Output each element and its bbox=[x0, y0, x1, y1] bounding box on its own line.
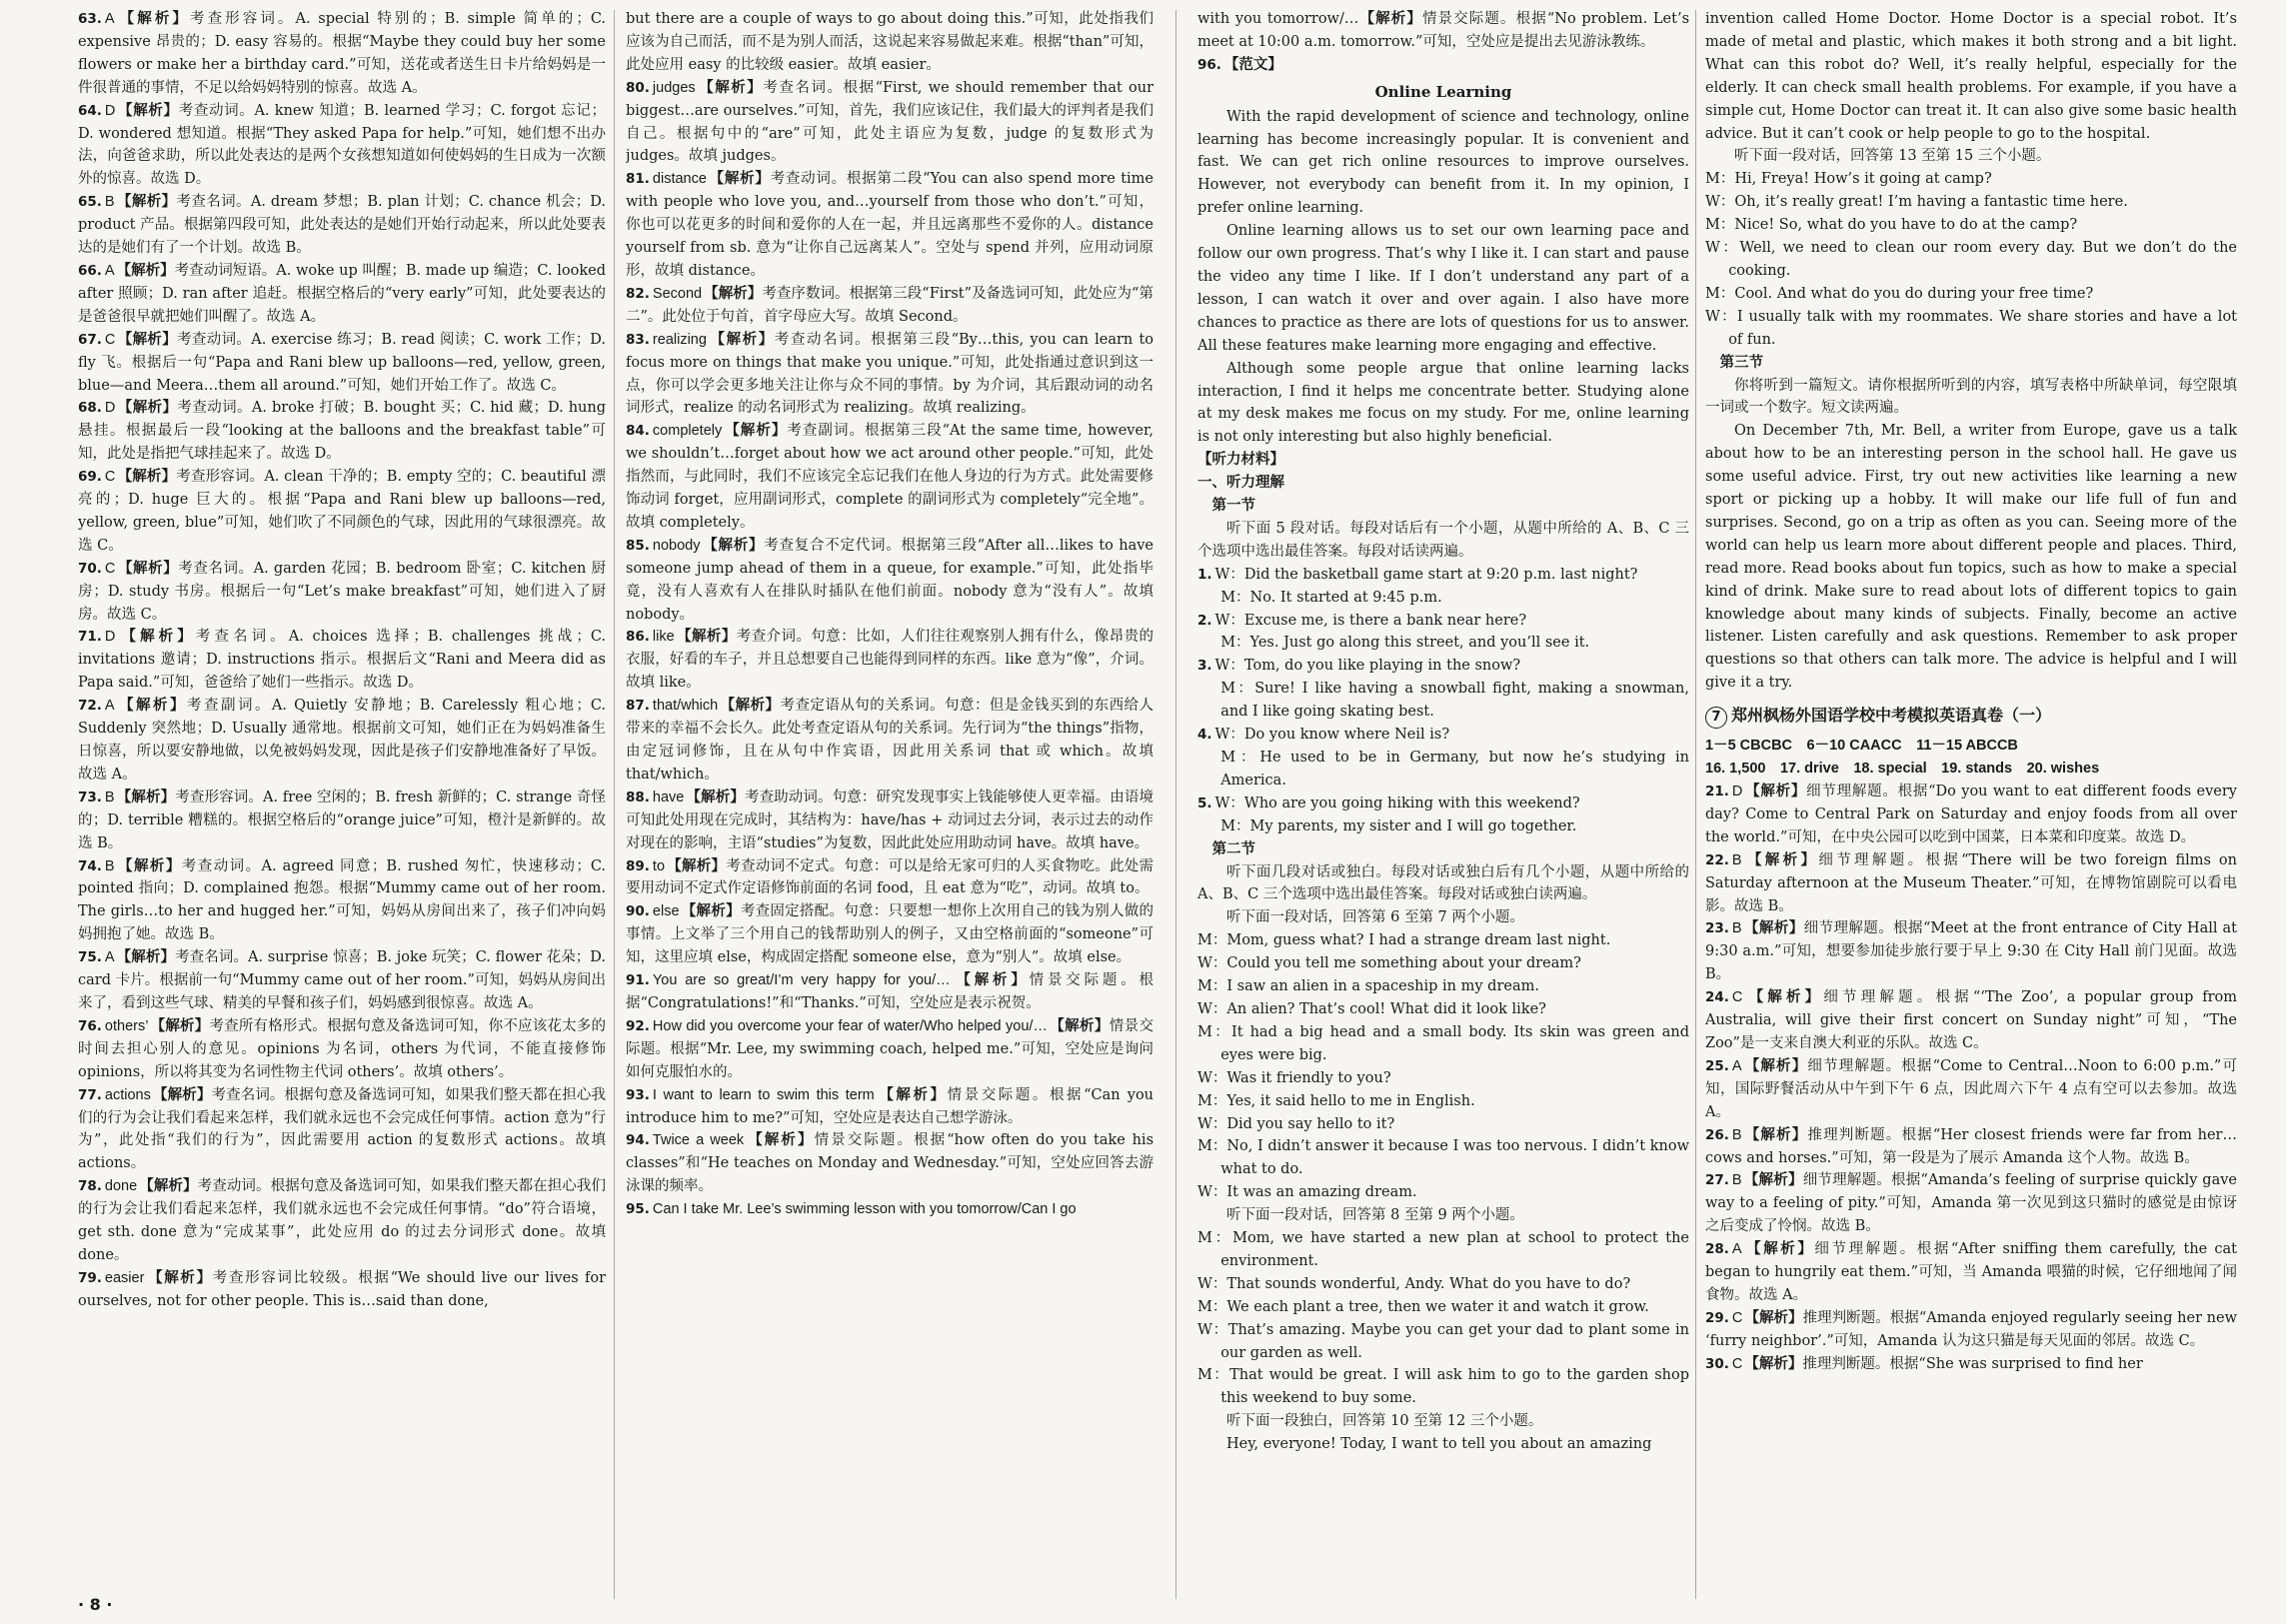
item-number: 30. bbox=[1705, 1355, 1729, 1372]
item-number: 86. bbox=[626, 629, 650, 646]
answer-value: D bbox=[104, 629, 116, 646]
dialogue-line: W：I usually talk with my roommates. We share stories and have a lot of fun. bbox=[1705, 308, 2237, 348]
item-number: 68. bbox=[78, 400, 102, 417]
answer-value: C bbox=[104, 469, 116, 486]
dialogue-line: M：No. It started at 9:45 p.m. bbox=[1220, 589, 1442, 606]
item-number: 95. bbox=[626, 1201, 650, 1218]
dialogue-line: W：It was an amazing dream. bbox=[1197, 1184, 1417, 1201]
explanation: 考查副词。根据第三段“At the same time, however, we shouldn’t…forget about how we act around other people.”可知，此处指然而，与此同时，我们不应该完全忘记我们在他人身边的行为方式。此处需要修饰动词 forget，应用副词形式，complete 的副词形式为 completely“完全地”。故填 completely。 bbox=[626, 423, 1153, 531]
dialogue-line: M：Yes. Just go along this street, and you’ll see it. bbox=[1220, 635, 1590, 652]
item-number: 64. bbox=[78, 102, 102, 119]
answer-item: 89. to 【解析】考查动词不定式。句意：可以是给无家可归的人买食物吃。此处需要用动词不定式作定语修饰前面的名词 food，且 eat 意为“吃”，动词。故填 to。 bbox=[626, 856, 1153, 897]
explanation: 考查名词。A. choices 选择；B. challenges 挑战；C. invitations 邀请；D. instructions 指示。根据后文“Rani and Meera did as Papa said.”可知，爸爸给了她们一些指示。故选 D。 bbox=[78, 629, 606, 692]
answer-value: A bbox=[104, 698, 115, 715]
explanation: 考查动词。根据第二段“You can also spend more time with people who love you, and…yourself from those who don’t.”可知，你也可以花更多的时间和爱你的人在一起，并且远离那些不爱你的人。distance yourself from sb. 意为“让你自己远离某人”。空处与 spend 并列，应用动词原形，故填 distance。 bbox=[626, 171, 1153, 279]
item-number: 67. bbox=[78, 331, 102, 348]
answer-item: 66. A 【解析】考查动词短语。A. woke up 叫醒；B. made up 编造；C. looked after 照顾；D. ran after 追赶。根据空格后的“very early”可知，此处要表达的是爸爸很早就把她们叫醒了。故选 A。 bbox=[78, 261, 606, 325]
dialogue-line: W：That’s amazing. Maybe you can get your dad to plant some in our garden as well. bbox=[1197, 1321, 1689, 1361]
answer-item: 63. A 【解析】考查形容词。A. special 特别的；B. simple 简单的；C. expensive 昂贵的；D. easy 容易的。根据“Maybe they could buy her some flowers or make her a birthday card.”可知，送花或者送生日卡片给妈妈是一件很普通的事情，不足以给妈妈特别的惊喜。故选 A。 bbox=[78, 10, 606, 96]
dialogue-line: M：Hi, Freya! How’s it going at camp? bbox=[1705, 171, 1992, 188]
answer-value: C bbox=[1731, 1309, 1743, 1326]
answer-value: You are so great/I’m very happy for you/… bbox=[652, 972, 951, 989]
page-number: · 8 · bbox=[78, 1595, 113, 1614]
item-number: 83. bbox=[626, 331, 650, 348]
item-number: 76. bbox=[78, 1017, 102, 1034]
dialogue-line: 1. W：Did the basketball game start at 9:20 p.m. last night? bbox=[1197, 566, 1638, 583]
answer-item: 68. D 【解析】考查动词。A. broke 打破；B. bought 买；C. hid 藏；D. hung 悬挂。根据最后一段“looking at the balloons and the breakfast table”可知，此处是指把气球挂起来了。故选 D。 bbox=[78, 399, 606, 463]
dialogue-line: W：Well, we need to clean our room every day. But we don’t do the cooking. bbox=[1705, 240, 2237, 279]
item-number: 65. bbox=[78, 194, 102, 211]
answer-item: 24. C 【解析】细节理解题。根据“‘The Zoo’, a popular group from Australia, will give their first concert on Sunday night”可知，“The Zoo”是一支来自澳大利亚的乐队。故选 C。 bbox=[1705, 988, 2237, 1051]
column-4 bbox=[1705, 8, 2237, 1587]
answer-item: 22. B 【解析】细节理解题。根据“There will be two foreign films on Saturday afternoon at the Museum Theater.”可知，在博物馆剧院可以看电影。故选 B。 bbox=[1705, 850, 2237, 914]
explanation: 情景交际题。根据“Mr. Lee, my swimming coach, helped me.”可知，空处应是询问如何克服怕水的。 bbox=[626, 1017, 1153, 1080]
item-number: 75. bbox=[78, 949, 102, 966]
answer-value: like bbox=[652, 629, 675, 646]
answer-value: judges bbox=[652, 79, 696, 96]
dialogue-lines bbox=[1705, 168, 2237, 351]
answer-value: B bbox=[104, 857, 115, 874]
explanation: 细节理解题。根据“Meet at the front entrance of City Hall at 9:30 a.m.”可知，想要参加徒步旅行要于早上 9:30 在 City Hall 前门见面。故选 B。 bbox=[1705, 920, 2237, 983]
item-number: 91. bbox=[626, 972, 650, 989]
listening-part-title: 一、听力理解 bbox=[1197, 474, 1284, 492]
answer-item: 87. that/which 【解析】考查定语从句的关系词。句意：但是金钱买到的东西给人带来的幸福不会长久。此处考查定语从句的关系词。先行词为“the things”指物，由定冠词修饰，且在从句中作宾语，因此用关系词 that 或 which。故填 that/which。 bbox=[626, 697, 1153, 783]
dialogue-line: W：An alien? That’s cool! What did it look like? bbox=[1197, 1000, 1546, 1017]
explanation: 考查副词。A. Quietly 安静地；B. Carelessly 粗心地；C. Suddenly 突然地；D. Usually 通常地。根据前文可知，她们正在为妈妈准备生日惊喜，所以要安静地做，以免被妈妈发现，因此是孩子们安静地准备好了早饭。故选 A。 bbox=[78, 698, 606, 783]
item-number: 27. bbox=[1705, 1172, 1729, 1189]
answer-item: 91. You are so great/I’m very happy for you/… 【解析】情景交际题。根据“Congratulations!”和“Thanks.”可知，空处应是表示祝贺。 bbox=[626, 971, 1153, 1011]
monologue-text: Hey, everyone! Today, I want to tell you about an amazing bbox=[1226, 1436, 1652, 1453]
explanation: 考查动名词。根据第三段“By…this, you can learn to focus more on things that make you unique.”可知，此处指通过意识到这一点，你可以学会更多地关注让你与众不同的事情。by 为介词，其后跟动词的动名词形式，realize 的动名词形式为 realizing。故填 realizing。 bbox=[626, 331, 1153, 417]
essay-title: Online Learning bbox=[1374, 82, 1512, 101]
answer-item: 73. B 【解析】考查形容词。A. free 空闲的；B. fresh 新鲜的；C. strange 奇怪的；D. terrible 糟糕的。根据空格后的“orange juice”可知，橙汁是新鲜的。故选 B。 bbox=[78, 788, 606, 851]
answer-item: 92. How did you overcome your fear of water/Who helped you/… 【解析】情景交际题。根据“Mr. Lee, my swimming coach, helped me.”可知，空处应是询问如何克服怕水的。 bbox=[626, 1016, 1153, 1080]
essay-paragraph: With the rapid development of science and technology, online learning has become increasingly popular. It is convenient and fast. We can get rich online resources to improve ourselves. However, not everybody can benefit from it. In my opinion, I prefer online learning. bbox=[1197, 108, 1689, 217]
dialogue-line: M：We each plant a tree, then we water it and watch it grow. bbox=[1197, 1298, 1649, 1315]
explanation: 细节理解题。根据“Come to Central…Noon to 6:00 p.m.”可知，国际野餐活动从中午到下午 6 点，因此周六下午 4 点有空可以去参加。故选 A。 bbox=[1705, 1057, 2237, 1120]
answer-value: easier bbox=[104, 1269, 145, 1286]
explanation: 考查形容词。A. special 特别的；B. simple 简单的；C. expensive 昂贵的；D. easy 容易的。根据“Maybe they could buy her some flowers or make her a birthday card.”可知，送花或者送生日卡片给妈妈是一件很普通的事情，不足以给妈妈特别的惊喜。故选 A。 bbox=[78, 11, 606, 96]
answer-item: 79. easier 【解析】考查形容词比较级。根据“We should live our lives for ourselves, not for other people. This is…said than done, bbox=[78, 1268, 606, 1309]
dialogue-intro: 听下面一段对话，回答第 13 至第 15 三个小题。 bbox=[1734, 148, 2051, 165]
answer-value: D bbox=[104, 400, 116, 417]
answer-value: distance bbox=[652, 171, 707, 188]
explanation: 情景交际题。根据“Can you introduce him to me?”可知，空处应是表达自己想学游泳。 bbox=[626, 1086, 1153, 1126]
column-divider bbox=[1175, 10, 1176, 1599]
section-intro: 听下面几段对话或独白。每段对话或独白后有几个小题，从题中所给的 A、B、C 三个选项中选出最佳答案。每段对话或独白读两遍。 bbox=[1197, 863, 1689, 903]
dialogue-intro: 听下面一段对话，回答第 8 至第 9 两个小题。 bbox=[1226, 1207, 1524, 1224]
answer-item: 74. B 【解析】考查动词。A. agreed 同意；B. rushed 匆忙，快速移动；C. pointed 指向；D. complained 抱怨。根据“Mummy came out of her room. The girls…to her and hugged her.”可知，妈妈从房间出来了，孩子们冲向妈妈拥抱了她。故选 B。 bbox=[78, 856, 606, 943]
item-number: 74. bbox=[78, 857, 102, 874]
dialogue-line: 2. W：Excuse me, is there a bank near here? bbox=[1197, 612, 1527, 629]
passage-text: On December 7th, Mr. Bell, a writer from Europe, gave us a talk about how to be an interesting person in the school hall. He gave us some useful advice. First, try out new activities like learning a new sport or picking up a hobby. It will make our life full of fun and surprises. Second, go on a trip as often as you can. Seeing more of the world can help us learn more about different people and places. Third, read more. Read books about fun topics, such as how to make a special kind of drink. Make sure to read about lots of different topics to gain knowledge about many kinds of subjects. Finally, become an active listener. Listen carefully and ask questions. Remember to ask proper questions so that others can talk more. The advice is helpful and I will give it a try. bbox=[1705, 423, 2237, 692]
dialogue-line: W：Could you tell me something about your dream? bbox=[1197, 955, 1581, 972]
dialogue-intro: 听下面一段对话，回答第 6 至第 7 两个小题。 bbox=[1226, 909, 1524, 926]
item-number: 78. bbox=[78, 1178, 102, 1195]
answer-value: B bbox=[1731, 851, 1742, 868]
item-number: 71. bbox=[78, 629, 102, 646]
dialogue-line: W：Was it friendly to you? bbox=[1197, 1069, 1391, 1086]
dialogue-line: M：Mom, we have started a new plan at school to protect the environment. bbox=[1197, 1230, 1689, 1269]
explanation: 考查介词。句意：比如，人们往往观察别人拥有什么，像昂贵的衣服，好看的车子，并且总想要自己也能得到同样的东西。like 意为“像”，介词。故填 like。 bbox=[626, 629, 1153, 692]
item-number: 90. bbox=[626, 903, 650, 920]
explanation: 推理判断题。根据“She was surprised to find her bbox=[1802, 1355, 2143, 1372]
answer-value: D bbox=[1731, 784, 1743, 800]
item-number: 63. bbox=[78, 11, 102, 27]
dialogue-line: M：It had a big head and a small body. Its skin was green and eyes were big. bbox=[1197, 1023, 1689, 1063]
answer-item: 30. C 【解析】推理判断题。根据“She was surprised to find her bbox=[1705, 1354, 2143, 1372]
answer-item: 67. C 【解析】考查动词。A. exercise 练习；B. read 阅读；C. work 工作；D. fly 飞。根据后一句“Papa and Rani blew up balloons—red, yellow, green, blue—and Meera…them all around.”可知，她们开始工作了。故选 C。 bbox=[78, 330, 606, 394]
item-number: 23. bbox=[1705, 920, 1729, 937]
item-number: 70. bbox=[78, 560, 102, 577]
item-number: 92. bbox=[626, 1017, 650, 1034]
answer-item: 82. Second 【解析】考查序数词。根据第三段“First”及备选词可知，此处应为“第二”。此处位于句首，首字母应大写。故填 Second。 bbox=[626, 284, 1153, 325]
answer-item: 64. D 【解析】考查动词。A. knew 知道；B. learned 学习；C. forgot 忘记；D. wondered 想知道。根据“They asked Papa for help.”可知，她们想不出办法，向爸爸求助，所以此处表达的是两个女孩想知道如何使妈妈的生日成为一次额外的惊喜。故选 D。 bbox=[78, 101, 606, 188]
explanation: 考查名词。A. garden 花园；B. bedroom 卧室；C. kitchen 厨房；D. study 书房。根据后一句“Let’s make breakfast”可知，她们进入了厨房。故选 C。 bbox=[78, 560, 606, 623]
item-number: 87. bbox=[626, 698, 650, 715]
answer-item: 23. B 【解析】细节理解题。根据“Meet at the front entrance of City Hall at 9:30 a.m.”可知，想要参加徒步旅行要于早上 9:30 在 City Hall 前门见面。故选 B。 bbox=[1705, 919, 2237, 983]
answer-value: have bbox=[652, 789, 685, 806]
dialogue-line: 3. W：Tom, do you like playing in the snow? bbox=[1197, 658, 1521, 675]
dialogue-line: M：No, I didn’t answer it because I was too nervous. I didn’t know what to do. bbox=[1197, 1138, 1689, 1178]
answer-item: 28. A 【解析】细节理解题。根据“After sniffing them carefully, the cat began to hungrily eat them.”可知，当 Amanda 喂猫的时候，它仔细地闻了闻食物。故选 A。 bbox=[1705, 1240, 2237, 1303]
answer-value: B bbox=[1731, 920, 1742, 937]
test-title: 7 郑州枫杨外国语学校中考模拟英语真卷（一） bbox=[1705, 705, 2237, 729]
item-number: 82. bbox=[626, 285, 650, 302]
item-number: 28. bbox=[1705, 1241, 1729, 1258]
answer-item: 85. nobody 【解析】考查复合不定代词。根据第三段“After all…likes to have someone jump ahead of them in a queue, for example.”可知，此处指毕竟，没有人喜欢有人在排队时插队在他们前面。nobody 意为“没有人”。故填 nobody。 bbox=[626, 536, 1153, 623]
explanation: 细节理解题。根据“There will be two foreign films on Saturday afternoon at the Museum Theater.”可知，在博物馆剧院可以看电影。故选 B。 bbox=[1705, 851, 2237, 914]
answer-value: A bbox=[104, 949, 115, 966]
explanation: 考查序数词。根据第三段“First”及备选词可知，此处应为“第二”。此处位于句首，首字母应大写。故填 Second。 bbox=[626, 285, 1153, 325]
explanation: 考查动词。根据句意及备选词可知，如果我们整天都在担心我们的行为会让我们看起来怎样，我们就永远也不会完成任何事情。“do”符合语境，get sth. done 意为“完成某事”，此处应用 do 的过去分词形式 done。故填 done。 bbox=[78, 1178, 606, 1263]
explanation: 考查定语从句的关系词。句意：但是金钱买到的东西给人带来的幸福不会长久。此处考查定语从句的关系词。先行词为“the things”指物，由定冠词修饰，且在从句中作宾语，因此用关系词 that 或 which。故填 that/which。 bbox=[626, 698, 1153, 783]
item-number: 84. bbox=[626, 423, 650, 440]
monologue-text: invention called Home Doctor. Home Doctor is a special robot. It’s made of metal and plastic, which makes it both strong and a bit light. What can this robot do? Well, it’s really helpful, especially for the elderly. It can check small health problems. For example, if you have a simple cut, Home Doctor can treat it. It can also give some basic health advice. But it can’t cook or help people to go to the hospital. bbox=[1705, 11, 2237, 142]
explanation: 考查固定搭配。句意：只要想一想你上次用自己的钱为别人做的事情。上文举了三个用自己的钱帮助别人的例子，又由空格前面的“someone”可知，这里应填 else，构成固定搭配 someone else，意为“别人”。故填 else。 bbox=[626, 903, 1153, 966]
answer-item bbox=[626, 1198, 1153, 1221]
dialogue-line: M：Yes, it said hello to me in English. bbox=[1197, 1092, 1475, 1109]
dialogue-lines bbox=[1197, 564, 1689, 838]
dialogue-line: M：He used to be in Germany, but now he’s studying in America. bbox=[1220, 750, 1689, 789]
answer-value: C bbox=[1731, 1355, 1743, 1372]
section-intro: 你将听到一篇短文。请你根据所听到的内容，填写表格中所缺单词，每空限填一词或一个数字。短文读两遍。 bbox=[1705, 377, 2237, 417]
item-number: 21. bbox=[1705, 784, 1729, 800]
answer-item: 94. Twice a week 【解析】情景交际题。根据“how often do you take his classes”和“He teaches on Monday and Wednesday.”可知，空处应回答去游泳课的频率。 bbox=[626, 1131, 1153, 1195]
answer-value: Can I take Mr. Lee’s swimming lesson with you tomorrow/Can I go bbox=[652, 1201, 1077, 1218]
explanation: 考查助动词。句意：研究发现事实上钱能够使人更幸福。由语境可知此处用现在完成时，其结构为：have/has + 动词过去分词，表示过去的动作对现在的影响，主语“studies”为复数，因此此处应用助动词 have。故填 have。 bbox=[626, 789, 1153, 851]
column-3 bbox=[1197, 8, 1689, 1587]
listening-heading: 【听力材料】 bbox=[1197, 451, 1284, 469]
item-number: 29. bbox=[1705, 1309, 1729, 1326]
item-number: 24. bbox=[1705, 989, 1729, 1006]
answer-value: D bbox=[104, 102, 116, 119]
essay-paragraph: Online learning allows us to set our own learning pace and follow our own progress. That’s why I like it. I can start and pause the video any time I like. If I don’t understand any part of a lesson, I can watch it over and over again. I also have more chances to practice as there are lots of questions for us to answer. All these features make learning more engaging and effective. bbox=[1197, 223, 1689, 354]
answer-value: A bbox=[1731, 1057, 1742, 1074]
answer-keys: 16. 1,500 17. drive 18. special 19. stands 20. wishes bbox=[1705, 761, 2100, 778]
explanation: 考查动词不定式。句意：可以是给无家可归的人买食物吃。此处需要用动词不定式作定语修饰前面的名词 food，且 eat 意为“吃”，动词。故填 to。 bbox=[626, 857, 1153, 897]
answer-value: C bbox=[1731, 989, 1743, 1006]
answer-value: A bbox=[104, 262, 115, 279]
explanation: 细节理解题。根据“Do you want to eat different foods every day? Come to Central Park on Saturday and enjoy foods from all over the world.”可知，在中央公园可以吃到中国菜，日本菜和印度菜。故选 D。 bbox=[1705, 784, 2237, 845]
explanation: 考查动词短语。A. woke up 叫醒；B. made up 编造；C. looked after 照顾；D. ran after 追赶。根据空格后的“very early”可知，此处要表达的是爸爸很早就把她们叫醒了。故选 A。 bbox=[78, 262, 606, 325]
answer-value: done bbox=[104, 1178, 138, 1195]
item-number: 22. bbox=[1705, 851, 1729, 868]
answer-item: 84. completely 【解析】考查副词。根据第三段“At the same time, however, we shouldn’t…forget about how we act around other people.”可知，此处指然而，与此同时，我们不应该完全忘记我们在他人身边的行为方式。此处需要修饰动词 forget，应用副词形式，complete 的副词形式为 completely“完全地”。故填 completely。 bbox=[626, 422, 1153, 531]
explanation: 考查所有格形式。根据句意及备选词可知，你不应该花太多的时间去担心别人的意见。opinions 为名词，others 为代词，不能直接修饰 opinions，所以将其变为名词性物主代词 others’。故填 others’。 bbox=[78, 1017, 606, 1080]
explanation: 推理判断题。根据“Amanda enjoyed regularly seeing her new ‘furry neighbor’.”可知，Amanda 认为这只猫是每天见面的邻居。故选 C。 bbox=[1705, 1309, 2237, 1349]
answer-value: actions bbox=[104, 1086, 151, 1103]
answer-item: 83. realizing 【解析】考查动名词。根据第三段“By…this, you can learn to focus more on things that make you unique.”可知，此处指通过意识到这一点，你可以学会更多地关注让你与众不同的事情。by 为介词，其后跟动词的动名词形式，realize 的动名词形式为 realizing。故填 realizing。 bbox=[626, 330, 1153, 417]
dialogue-line: M：That would be great. I will ask him to go to the garden shop this weekend to buy some. bbox=[1197, 1367, 1689, 1407]
explanation: 考查形容词。A. free 空闲的；B. fresh 新鲜的；C. strange 奇怪的；D. terrible 糟糕的。根据空格后的“orange juice”可知，橙汁是新鲜的。故选 B。 bbox=[78, 789, 606, 851]
dialogue-line: W：That sounds wonderful, Andy. What do you have to do? bbox=[1197, 1275, 1631, 1292]
explanation: 考查名词。A. surprise 惊喜；B. joke 玩笑；C. flower 花朵；D. card 卡片。根据前一句“Mummy came out of her room.”可知，妈妈从房间出来了，看到这些气球、精美的早餐和孩子们，妈妈感到很惊喜。故选 A。 bbox=[78, 949, 606, 1011]
answer-value: B bbox=[104, 194, 115, 211]
explanation: 细节理解题。根据“After sniffing them carefully, the cat began to hungrily eat them.”可知，当 Amanda 喂猫的时候，它仔细地闻了闻食物。故选 A。 bbox=[1705, 1241, 2237, 1303]
answer-value: others’ bbox=[104, 1017, 149, 1034]
answer-item: 80. judges 【解析】考查名词。根据“First, we should remember that our biggest…are ourselves.”可知，首先，我们应该记住，我们最大的评判者是我们自己。根据句中的“are”可知，此处主语应为复数，judge 的复数形式为 judges。故填 judges。 bbox=[626, 78, 1153, 165]
explanation: 考查动词。A. exercise 练习；B. read 阅读；C. work 工作；D. fly 飞。根据后一句“Papa and Rani blew up balloons—red, yellow, green, blue—and Meera…them all around.”可知，她们开始工作了。故选 C。 bbox=[78, 331, 606, 394]
answer-value: realizing bbox=[652, 331, 707, 348]
item-number: 81. bbox=[626, 171, 650, 188]
answer-item: with you tomorrow/…【解析】情景交际题。根据“No problem. Let’s meet at 10:00 a.m. tomorrow.”可知，空处应是提出去见游泳教练。 bbox=[1197, 10, 1689, 50]
answer-value: How did you overcome your fear of water/Who helped you/… bbox=[652, 1017, 1048, 1034]
monologue-intro: 听下面一段独白，回答第 10 至第 12 三个小题。 bbox=[1226, 1413, 1543, 1430]
item-number: 89. bbox=[626, 857, 650, 874]
answer-value: A bbox=[104, 11, 115, 27]
answer-item: 76. others’ 【解析】考查所有格形式。根据句意及备选词可知，你不应该花太多的时间去担心别人的意见。opinions 为名词，others 为代词，不能直接修饰 opinions，所以将其变为名词性物主代词 others’。故填 others’。 bbox=[78, 1016, 606, 1080]
answer-value: Second bbox=[652, 285, 703, 302]
answer-value: that/which bbox=[652, 698, 719, 715]
answer-item: 75. A 【解析】考查名词。A. surprise 惊喜；B. joke 玩笑；C. flower 花朵；D. card 卡片。根据前一句“Mummy came out of her room.”可知，妈妈从房间出来了，看到这些气球、精美的早餐和孩子们，妈妈感到很惊喜。故选 A。 bbox=[78, 948, 606, 1011]
column-divider bbox=[614, 10, 615, 1599]
answer-item: 27. B 【解析】细节理解题。根据“Amanda’s feeling of surprise quickly gave way to a feeling of pity.”可知，Amanda 第一次见到这只猫时的感觉是由惊讶之后变成了怜悯。故选 B。 bbox=[1705, 1171, 2237, 1235]
answer-value: C bbox=[104, 560, 116, 577]
answer-item: 90. else 【解析】考查固定搭配。句意：只要想一想你上次用自己的钱为别人做的事情。上文举了三个用自己的钱帮助别人的例子，又由空格前面的“someone”可知，这里应填 else，构成固定搭配 someone else，意为“别人”。故填 else。 bbox=[626, 902, 1153, 966]
answer-item: 71. D 【解析】考查名词。A. choices 选择；B. challenges 挑战；C. invitations 邀请；D. instructions 指示。根据后文“Rani and Meera did as Papa said.”可知，爸爸给了她们一些指示。故选 D。 bbox=[78, 628, 606, 692]
explanation: 细节理解题。根据“Amanda’s feeling of surprise quickly gave way to a feeling of pity.”可知，Amanda 第一次见到这只猫时的感觉是由惊讶之后变成了怜悯。故选 B。 bbox=[1705, 1172, 2237, 1235]
answer-item: 25. A 【解析】细节理解题。根据“Come to Central…Noon to 6:00 p.m.”可知，国际野餐活动从中午到下午 6 点，因此周六下午 4 点有空可以去参加。故选 A。 bbox=[1705, 1056, 2237, 1120]
item-number: 88. bbox=[626, 789, 650, 806]
answer-item: 81. distance 【解析】考查动词。根据第二段“You can also spend more time with people who love you, and…yourself from those who don’t.”可知，你也可以花更多的时间和爱你的人在一起，并且远离那些不爱你的人。distance yourself from sb. 意为“让你自己远离某人”。空处与 spend 并列，应用动词原形，故填 distance。 bbox=[626, 170, 1153, 279]
column-divider bbox=[1695, 10, 1696, 1599]
dialogue-line: M：Mom, guess what? I had a strange dream last night. bbox=[1197, 932, 1611, 949]
explanation: 考查形容词。A. clean 干净的；B. empty 空的；C. beautiful 漂亮的；D. huge 巨大的。根据“Papa and Rani blew up balloons—red, yellow, green, blue”可知，她们吹了不同颜色的气球，因此用的气球很漂亮。故选 C。 bbox=[78, 469, 606, 554]
item-number: 66. bbox=[78, 262, 102, 279]
answer-item: 70. C 【解析】考查名词。A. garden 花园；B. bedroom 卧室；C. kitchen 厨房；D. study 书房。根据后一句“Let’s make breakfast”可知，她们进入了厨房。故选 C。 bbox=[78, 559, 606, 623]
answer-value: B bbox=[1731, 1126, 1742, 1143]
explanation: 细节理解题。根据“‘The Zoo’, a popular group from Australia, will give their first concert on Sunday night”可知，“The Zoo”是一支来自澳大利亚的乐队。故选 C。 bbox=[1705, 989, 2237, 1051]
explanation: 考查动词。A. agreed 同意；B. rushed 匆忙，快速移动；C. pointed 指向；D. complained 抱怨。根据“Mummy came out of her room. The girls…to her and hugged her.”可知，妈妈从房间出来了，孩子们冲向妈妈拥抱了她。故选 B。 bbox=[78, 857, 606, 943]
explanation: 考查复合不定代词。根据第三段“After all…likes to have someone jump ahead of them in a queue, for example.”可知，此处指毕竟，没有人喜欢有人在排队时插队在他们前面。nobody 意为“没有人”。故填 nobody。 bbox=[626, 537, 1153, 623]
explanation: 情景交际题。根据“how often do you take his classes”和“He teaches on Monday and Wednesday.”可知，空处应回答去游泳课的频率。 bbox=[626, 1132, 1153, 1195]
item-number: 85. bbox=[626, 537, 650, 554]
dialogue-line: M：Cool. And what do you do during your free time? bbox=[1705, 285, 2094, 302]
answer-value: A bbox=[1731, 1241, 1742, 1258]
answer-item: 65. B 【解析】考查名词。A. dream 梦想；B. plan 计划；C. chance 机会；D. product 产品。根据第四段可知，此处表达的是她们开始行动起来，所以此处要表达的是她们有了一个计划。故选 B。 bbox=[78, 193, 606, 257]
dialogue-line: M：I saw an alien in a spaceship in my dream. bbox=[1197, 978, 1539, 995]
answer-item: 88. have 【解析】考查助动词。句意：研究发现事实上钱能够使人更幸福。由语境可知此处用现在完成时，其结构为：have/has + 动词过去分词，表示过去的动作对现在的影响，主语“studies”为复数，因此此处应用助动词 have。故填 have。 bbox=[626, 788, 1153, 851]
dialogue-line: M：Nice! So, what do you have to do at the camp? bbox=[1705, 217, 2078, 234]
dialogue-line: M：Sure! I like having a snowball fight, making a snowman, and I like going skating best. bbox=[1220, 681, 1689, 721]
answer-value: else bbox=[652, 903, 680, 920]
answer-value: B bbox=[1731, 1172, 1742, 1189]
column-2 bbox=[626, 8, 1153, 1587]
item-number: 77. bbox=[78, 1086, 102, 1103]
answer-item: 77. actions 【解析】考查名词。根据句意及备选词可知，如果我们整天都在担心我们的行为会让我们看起来怎样，我们就永远也不会完成任何事情。action 意为“行为”，此处指“我们的行为”，因此需要用 action 的复数形式 actions。故填 actions。 bbox=[78, 1085, 606, 1172]
dialogue-line: M：My parents, my sister and I will go together. bbox=[1220, 817, 1577, 834]
column-1 bbox=[78, 8, 606, 1587]
answer-value: C bbox=[104, 331, 116, 348]
explanation: 考查形容词比较级。根据“We should live our lives for ourselves, not for other people. This is…said than done, bbox=[78, 1269, 606, 1309]
dialogue-line: 5. W：Who are you going hiking with this weekend? bbox=[1197, 795, 1580, 812]
section-title: 第三节 bbox=[1719, 353, 1763, 371]
explanation: 考查名词。根据句意及备选词可知，如果我们整天都在担心我们的行为会让我们看起来怎样，我们就永远也不会完成任何事情。action 意为“行为”，此处指“我们的行为”，因此需要用 action 的复数形式 actions。故填 actions。 bbox=[78, 1086, 606, 1172]
circled-number: 7 bbox=[1705, 707, 1727, 729]
answer-value: to bbox=[652, 857, 666, 874]
essay-label: 96. 【范文】 bbox=[1197, 55, 1282, 73]
item-number: 73. bbox=[78, 789, 102, 806]
dialogue-line: 4. W：Do you know where Neil is? bbox=[1197, 727, 1450, 744]
answer-item: 86. like 【解析】考查介词。句意：比如，人们往往观察别人拥有什么，像昂贵的衣服，好看的车子，并且总想要自己也能得到同样的东西。like 意为“像”，介词。故填 like。 bbox=[626, 628, 1153, 692]
answer-item: 26. B 【解析】推理判断题。根据“Her closest friends were far from her…cows and horses.”可知，第一段是为了展示 Amanda 这个人物。故选 B。 bbox=[1705, 1125, 2237, 1166]
answer-value: nobody bbox=[652, 537, 701, 554]
item-number: 93. bbox=[626, 1086, 650, 1103]
answer-value: B bbox=[104, 789, 115, 806]
answer-list bbox=[1705, 781, 2237, 1376]
item-number: 72. bbox=[78, 698, 102, 715]
explanation: 推理判断题。根据“Her closest friends were far from her…cows and horses.”可知，第一段是为了展示 Amanda 这个人物。故选 B。 bbox=[1705, 1126, 2237, 1166]
explanation: 情景交际题。根据“Congratulations!”和“Thanks.”可知，空处应是表示祝贺。 bbox=[626, 972, 1153, 1011]
item-number: 25. bbox=[1705, 1057, 1729, 1074]
item-number: 79. bbox=[78, 1269, 102, 1286]
answer-keys: 1－5 CBCBC 6－10 CAACC 11－15 ABCCB bbox=[1705, 738, 2018, 755]
answer-item: 21. D 【解析】细节理解题。根据“Do you want to eat different foods every day? Come to Central Park on Saturday and enjoy foods from all over the world.”可知，在中央公园可以吃到中国菜，日本菜和印度菜。故选 D。 bbox=[1705, 783, 2237, 845]
answer-value: I want to learn to swim this term bbox=[652, 1086, 875, 1103]
answer-item: 69. C 【解析】考查形容词。A. clean 干净的；B. empty 空的；C. beautiful 漂亮的；D. huge 巨大的。根据“Papa and Rani blew up balloons—red, yellow, green, blue”可知，她们吹了不同颜色的气球，因此用的气球很漂亮。故选 C。 bbox=[78, 468, 606, 554]
section-title: 第二节 bbox=[1211, 839, 1255, 857]
item-number: 69. bbox=[78, 469, 102, 486]
section-title: 第一节 bbox=[1211, 497, 1255, 515]
dialogue-lines bbox=[1197, 1227, 1689, 1410]
answer-value: completely bbox=[652, 423, 723, 440]
section-intro: 听下面 5 段对话。每段对话后有一个小题，从题中所给的 A、B、C 三个选项中选出最佳答案。每段对话读两遍。 bbox=[1197, 520, 1689, 560]
dialogue-line: W：Did you say hello to it? bbox=[1197, 1115, 1395, 1132]
explanation: 考查动词。A. broke 打破；B. bought 买；C. hid 藏；D. hung 悬挂。根据最后一段“looking at the balloons and the breakfast table”可知，此处是指把气球挂起来了。故选 D。 bbox=[78, 400, 606, 463]
essay-paragraph: Although some people argue that online learning lacks interaction, I find it helps me concentrate better. Studying alone at my desk makes me focus on my study. For me, online learning is not only interesting but also highly beneficial. bbox=[1197, 360, 1689, 446]
dialogue-line: W：Oh, it’s really great! I’m having a fantastic time here. bbox=[1705, 194, 2128, 211]
explanation: 考查名词。根据“First, we should remember that our biggest…are ourselves.”可知，首先，我们应该记住，我们最大的评判者是我们自己。根据句中的“are”可知，此处主语应为复数，judge 的复数形式为 judges。故填 judges。 bbox=[626, 79, 1153, 165]
explanation: 考查名词。A. dream 梦想；B. plan 计划；C. chance 机会；D. product 产品。根据第四段可知，此处表达的是她们开始行动起来，所以此处要表达的是她们有了一个计划。故选 B。 bbox=[78, 194, 606, 257]
answer-item: 29. C 【解析】推理判断题。根据“Amanda enjoyed regularly seeing her new ‘furry neighbor’.”可知，Amanda 认为这只猫是每天见面的邻居。故选 C。 bbox=[1705, 1308, 2237, 1349]
item-number: 80. bbox=[626, 79, 650, 96]
answer-item: 78. done 【解析】考查动词。根据句意及备选词可知，如果我们整天都在担心我们的行为会让我们看起来怎样，我们就永远也不会完成任何事情。“do”符合语境，get sth. done 意为“完成某事”，此处应用 do 的过去分词形式 done。故填 done。 bbox=[78, 1177, 606, 1263]
item-number: 26. bbox=[1705, 1126, 1729, 1143]
answer-value: Twice a week bbox=[652, 1132, 745, 1149]
answer-item: 72. A 【解析】考查副词。A. Quietly 安静地；B. Carelessly 粗心地；C. Suddenly 突然地；D. Usually 通常地。根据前文可知，她们正在为妈妈准备生日惊喜，所以要安静地做，以免被妈妈发现，因此是孩子们安静地准备好了早饭。故选 A。 bbox=[78, 697, 606, 783]
item-number: 94. bbox=[626, 1132, 650, 1149]
answer-continuation: but there are a couple of ways to go about doing this.”可知，此处指我们应该为自己而活，而不是为别人而活，这说起来容易做起来难。根据“than”可知，此处应用 easy 的比较级 easier。故填 easier。 bbox=[626, 11, 1153, 73]
answer-item: 93. I want to learn to swim this term 【解析】情景交际题。根据“Can you introduce him to me?”可知，空处应是表达自己想学游泳。 bbox=[626, 1085, 1153, 1126]
dialogue-lines bbox=[1197, 929, 1689, 1204]
explanation: 考查动词。A. knew 知道；B. learned 学习；C. forgot 忘记；D. wondered 想知道。根据“They asked Papa for help.”可知，她们想不出办法，向爸爸求助，所以此处表达的是两个女孩想知道如何使妈妈的生日成为一次额外的惊喜。故选 D。 bbox=[78, 102, 606, 188]
